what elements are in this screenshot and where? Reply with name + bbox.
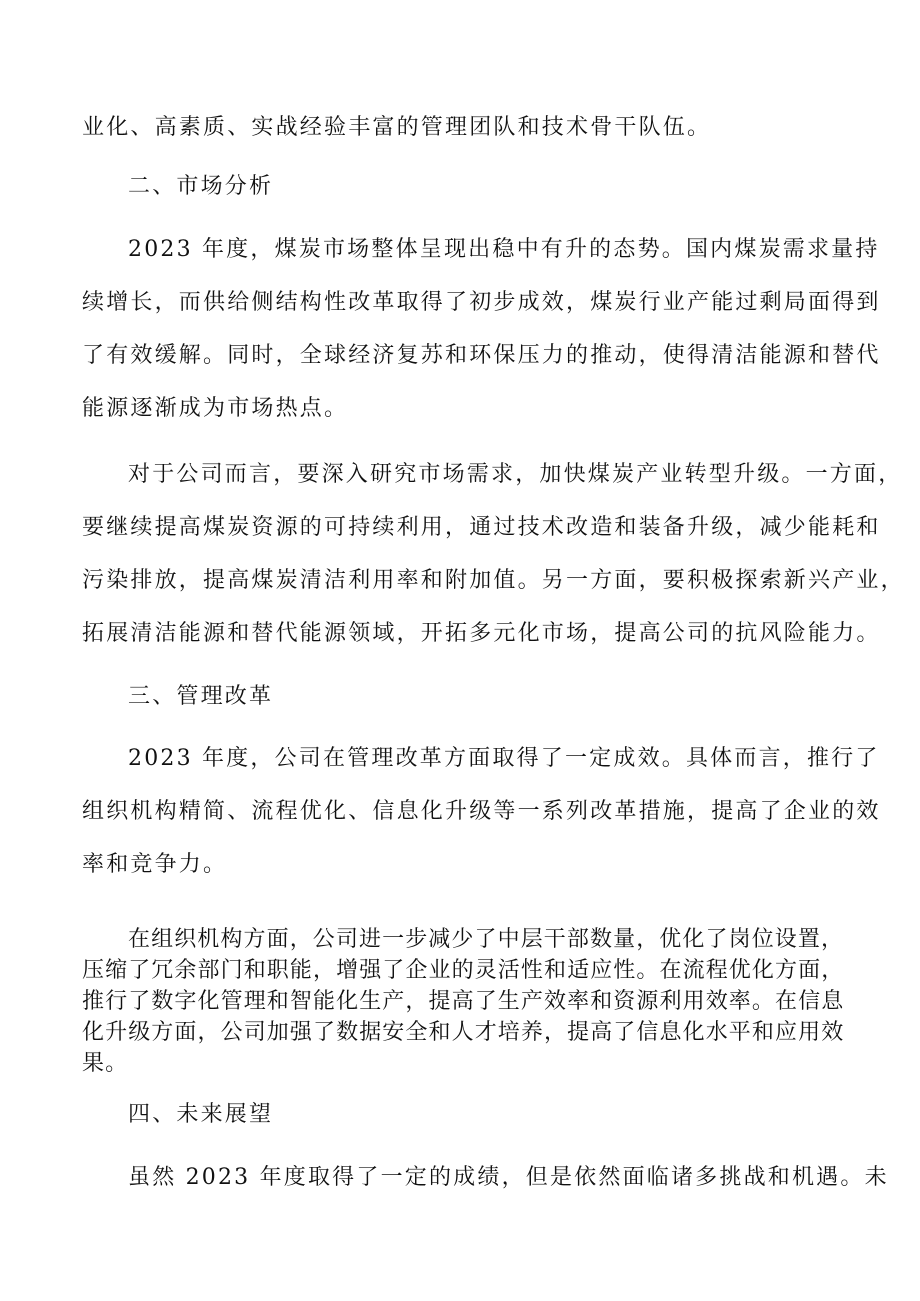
paragraph-line: 在组织机构方面，公司进一步减少了中层干部数量，优化了岗位设置， [128, 927, 845, 952]
paragraph-line: 2023 年度，煤炭市场整体呈现出稳中有升的态势。国内煤炭需求量持 [128, 237, 880, 262]
section-heading-market: 二、市场分析 [128, 174, 274, 199]
paragraph-line: 压缩了冗余部门和职能，增强了企业的灵活性和适应性。在流程优化方面， [82, 958, 845, 983]
intro-tail-line: 业化、高素质、实战经验丰富的管理团队和技术骨干队伍。 [82, 115, 712, 140]
paragraph-line: 对于公司而言，要深入研究市场需求，加快煤炭产业转型升级。一方面， [128, 462, 903, 487]
paragraph-line: 化升级方面，公司加强了数据安全和人才培养，提高了信息化水平和应用效 [82, 1020, 845, 1045]
paragraph-line: 果。 [82, 1051, 129, 1076]
paragraph-line: 要继续提高煤炭资源的可持续利用，通过技术改造和装备升级，减少能耗和 [82, 515, 881, 540]
paragraph-line: 拓展清洁能源和替代能源领域，开拓多元化市场，提高公司的抗风险能力。 [82, 621, 881, 646]
paragraph-line: 污染排放，提高煤炭清洁利用率和附加值。另一方面，要积极探索新兴产业， [82, 568, 905, 593]
paragraph-line: 虽然 2023 年度取得了一定的成绩，但是依然面临诸多挑战和机遇。未 [128, 1165, 889, 1190]
paragraph-line: 能源逐渐成为市场热点。 [82, 396, 349, 421]
paragraph-line: 了有效缓解。同时，全球经济复苏和环保压力的推动，使得清洁能源和替代 [82, 343, 881, 368]
section-heading-outlook: 四、未来展望 [128, 1102, 274, 1127]
section-heading-management: 三、管理改革 [128, 684, 274, 709]
paragraph-line: 推行了数字化管理和智能化生产，提高了生产效率和资源利用效率。在信息 [82, 989, 845, 1014]
paragraph-line: 率和竞争力。 [82, 852, 228, 877]
paragraph-line: 2023 年度，公司在管理改革方面取得了一定成效。具体而言，推行了 [128, 746, 880, 771]
dense-paragraph [82, 924, 845, 1079]
paragraph-line: 组织机构精简、流程优化、信息化升级等一系列改革措施，提高了企业的效 [82, 799, 881, 824]
paragraph-line: 续增长，而供给侧结构性改革取得了初步成效，煤炭行业产能过剩局面得到 [82, 290, 881, 315]
